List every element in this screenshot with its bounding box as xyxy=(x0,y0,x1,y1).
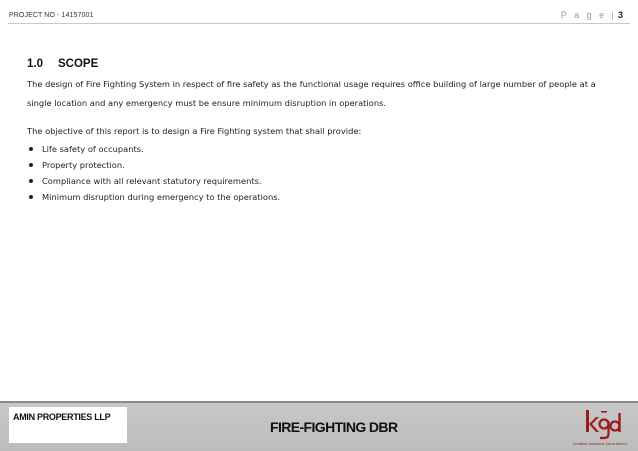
footer-divider xyxy=(0,401,638,403)
bullet-icon xyxy=(29,147,33,151)
objective-list xyxy=(27,141,617,205)
logo-tagline: Creative Solutions Consultancy xyxy=(572,442,628,446)
company-name: AMIN PROPERTIES LLP xyxy=(13,412,111,422)
page-indicator xyxy=(561,10,623,20)
list-item xyxy=(27,141,617,157)
project-number: PROJECT NO - 14157001 xyxy=(9,12,94,19)
list-item xyxy=(27,189,617,205)
list-item-text: Minimum disruption during emergency to the operations. xyxy=(42,192,281,202)
document-body xyxy=(27,58,617,205)
list-item-text: Life safety of occupants. xyxy=(42,144,144,154)
company-box xyxy=(9,407,127,443)
page-separator: | xyxy=(611,10,614,20)
kgd-logo xyxy=(571,405,629,447)
list-item xyxy=(27,157,617,173)
list-item-text: Property protection. xyxy=(42,160,125,170)
bullet-icon xyxy=(29,195,33,199)
list-item xyxy=(27,173,617,189)
page-label: P a g e xyxy=(560,10,607,20)
kgd-logo-icon xyxy=(571,405,629,441)
section-number: 1.0 xyxy=(27,58,43,70)
document-title: FIRE-FIGHTING DBR xyxy=(270,419,398,435)
page-footer xyxy=(0,401,638,451)
list-item-text: Compliance with all relevant statutory requirements. xyxy=(42,176,262,186)
section-heading xyxy=(27,58,617,70)
bullet-icon xyxy=(29,163,33,167)
page-number: 3 xyxy=(617,10,623,20)
header-divider xyxy=(8,23,630,24)
page-header xyxy=(0,0,638,26)
scope-paragraph: The design of Fire Fighting System in respect of fire safety as the functional usage requires office building of large number of people at a single location and any emergency must be ensure minimum disruption in operations. xyxy=(27,79,596,108)
objective-paragraph: The objective of this report is to design a Fire Fighting system that shall provide: xyxy=(27,126,362,136)
bullet-icon xyxy=(29,179,33,183)
section-title: SCOPE xyxy=(58,58,99,70)
